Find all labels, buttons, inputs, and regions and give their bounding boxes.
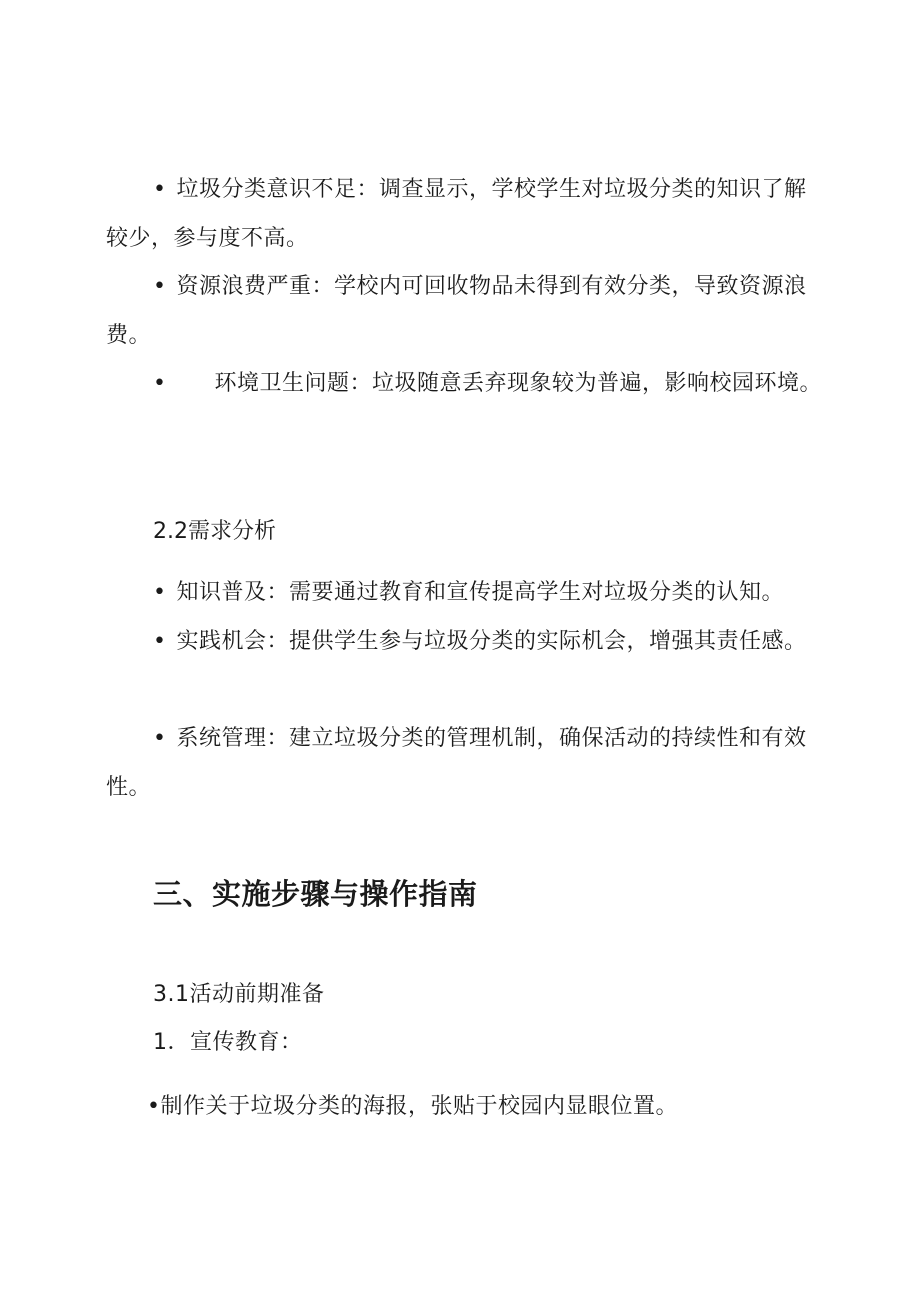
- item-text: 调查显示，学校学生对垃圾分类的知识了解较少，参与度不高。: [106, 177, 807, 251]
- item-text: 建立垃圾分类的管理机制，确保活动的持续性和有效性。: [106, 726, 807, 800]
- item-text: 需要通过教育和宣传提高学生对垃圾分类的认知。: [289, 580, 785, 605]
- list-item-practice: [106, 617, 826, 666]
- bullet-icon: •: [153, 580, 167, 605]
- item-text: 学校内可回收物品未得到有效分类，导致资源浪费。: [106, 274, 807, 348]
- item-label: 系统管理: [176, 726, 267, 751]
- section-3-1-title: 3.1活动前期准备: [153, 982, 325, 1007]
- list-item-hygiene: [106, 359, 826, 408]
- list-item-knowledge: [106, 568, 826, 617]
- item-label: 实践机会: [176, 629, 267, 654]
- list-item-resource-waste: [106, 262, 826, 360]
- item-label: 资源浪费严重: [176, 274, 312, 299]
- step-1-list-item: •制作关于垃圾分类的海报，张贴于校园内显眼位置。: [147, 1094, 678, 1119]
- item-separator: ：: [266, 629, 290, 654]
- item-separator: ：: [356, 177, 380, 202]
- item-label: 环境卫生问题: [214, 371, 350, 396]
- item-label: 垃圾分类意识不足: [176, 177, 357, 202]
- bullet-icon: •: [153, 726, 167, 751]
- section-2-2-title: 2.2需求分析: [153, 519, 276, 544]
- item-separator: ：: [266, 726, 290, 751]
- step-1-title: 1．宣传教育：: [153, 1030, 303, 1055]
- item-separator: ：: [311, 274, 335, 299]
- list-item-awareness: [106, 165, 826, 263]
- item-separator: ：: [266, 580, 290, 605]
- bullet-icon: •: [153, 177, 167, 202]
- item-text: 提供学生参与垃圾分类的实际机会，增强其责任感。: [289, 629, 807, 654]
- bullet-icon: •: [153, 371, 167, 396]
- bullet-icon: •: [153, 274, 167, 299]
- item-label: 知识普及: [176, 580, 267, 605]
- item-separator: ：: [349, 371, 373, 396]
- list-item-management: [106, 714, 826, 812]
- bullet-icon: •: [153, 629, 167, 654]
- section-3-heading: 三、实施步骤与操作指南: [153, 877, 478, 911]
- item-text: 垃圾随意丢弃现象较为普遍，影响校园环境。: [372, 371, 823, 396]
